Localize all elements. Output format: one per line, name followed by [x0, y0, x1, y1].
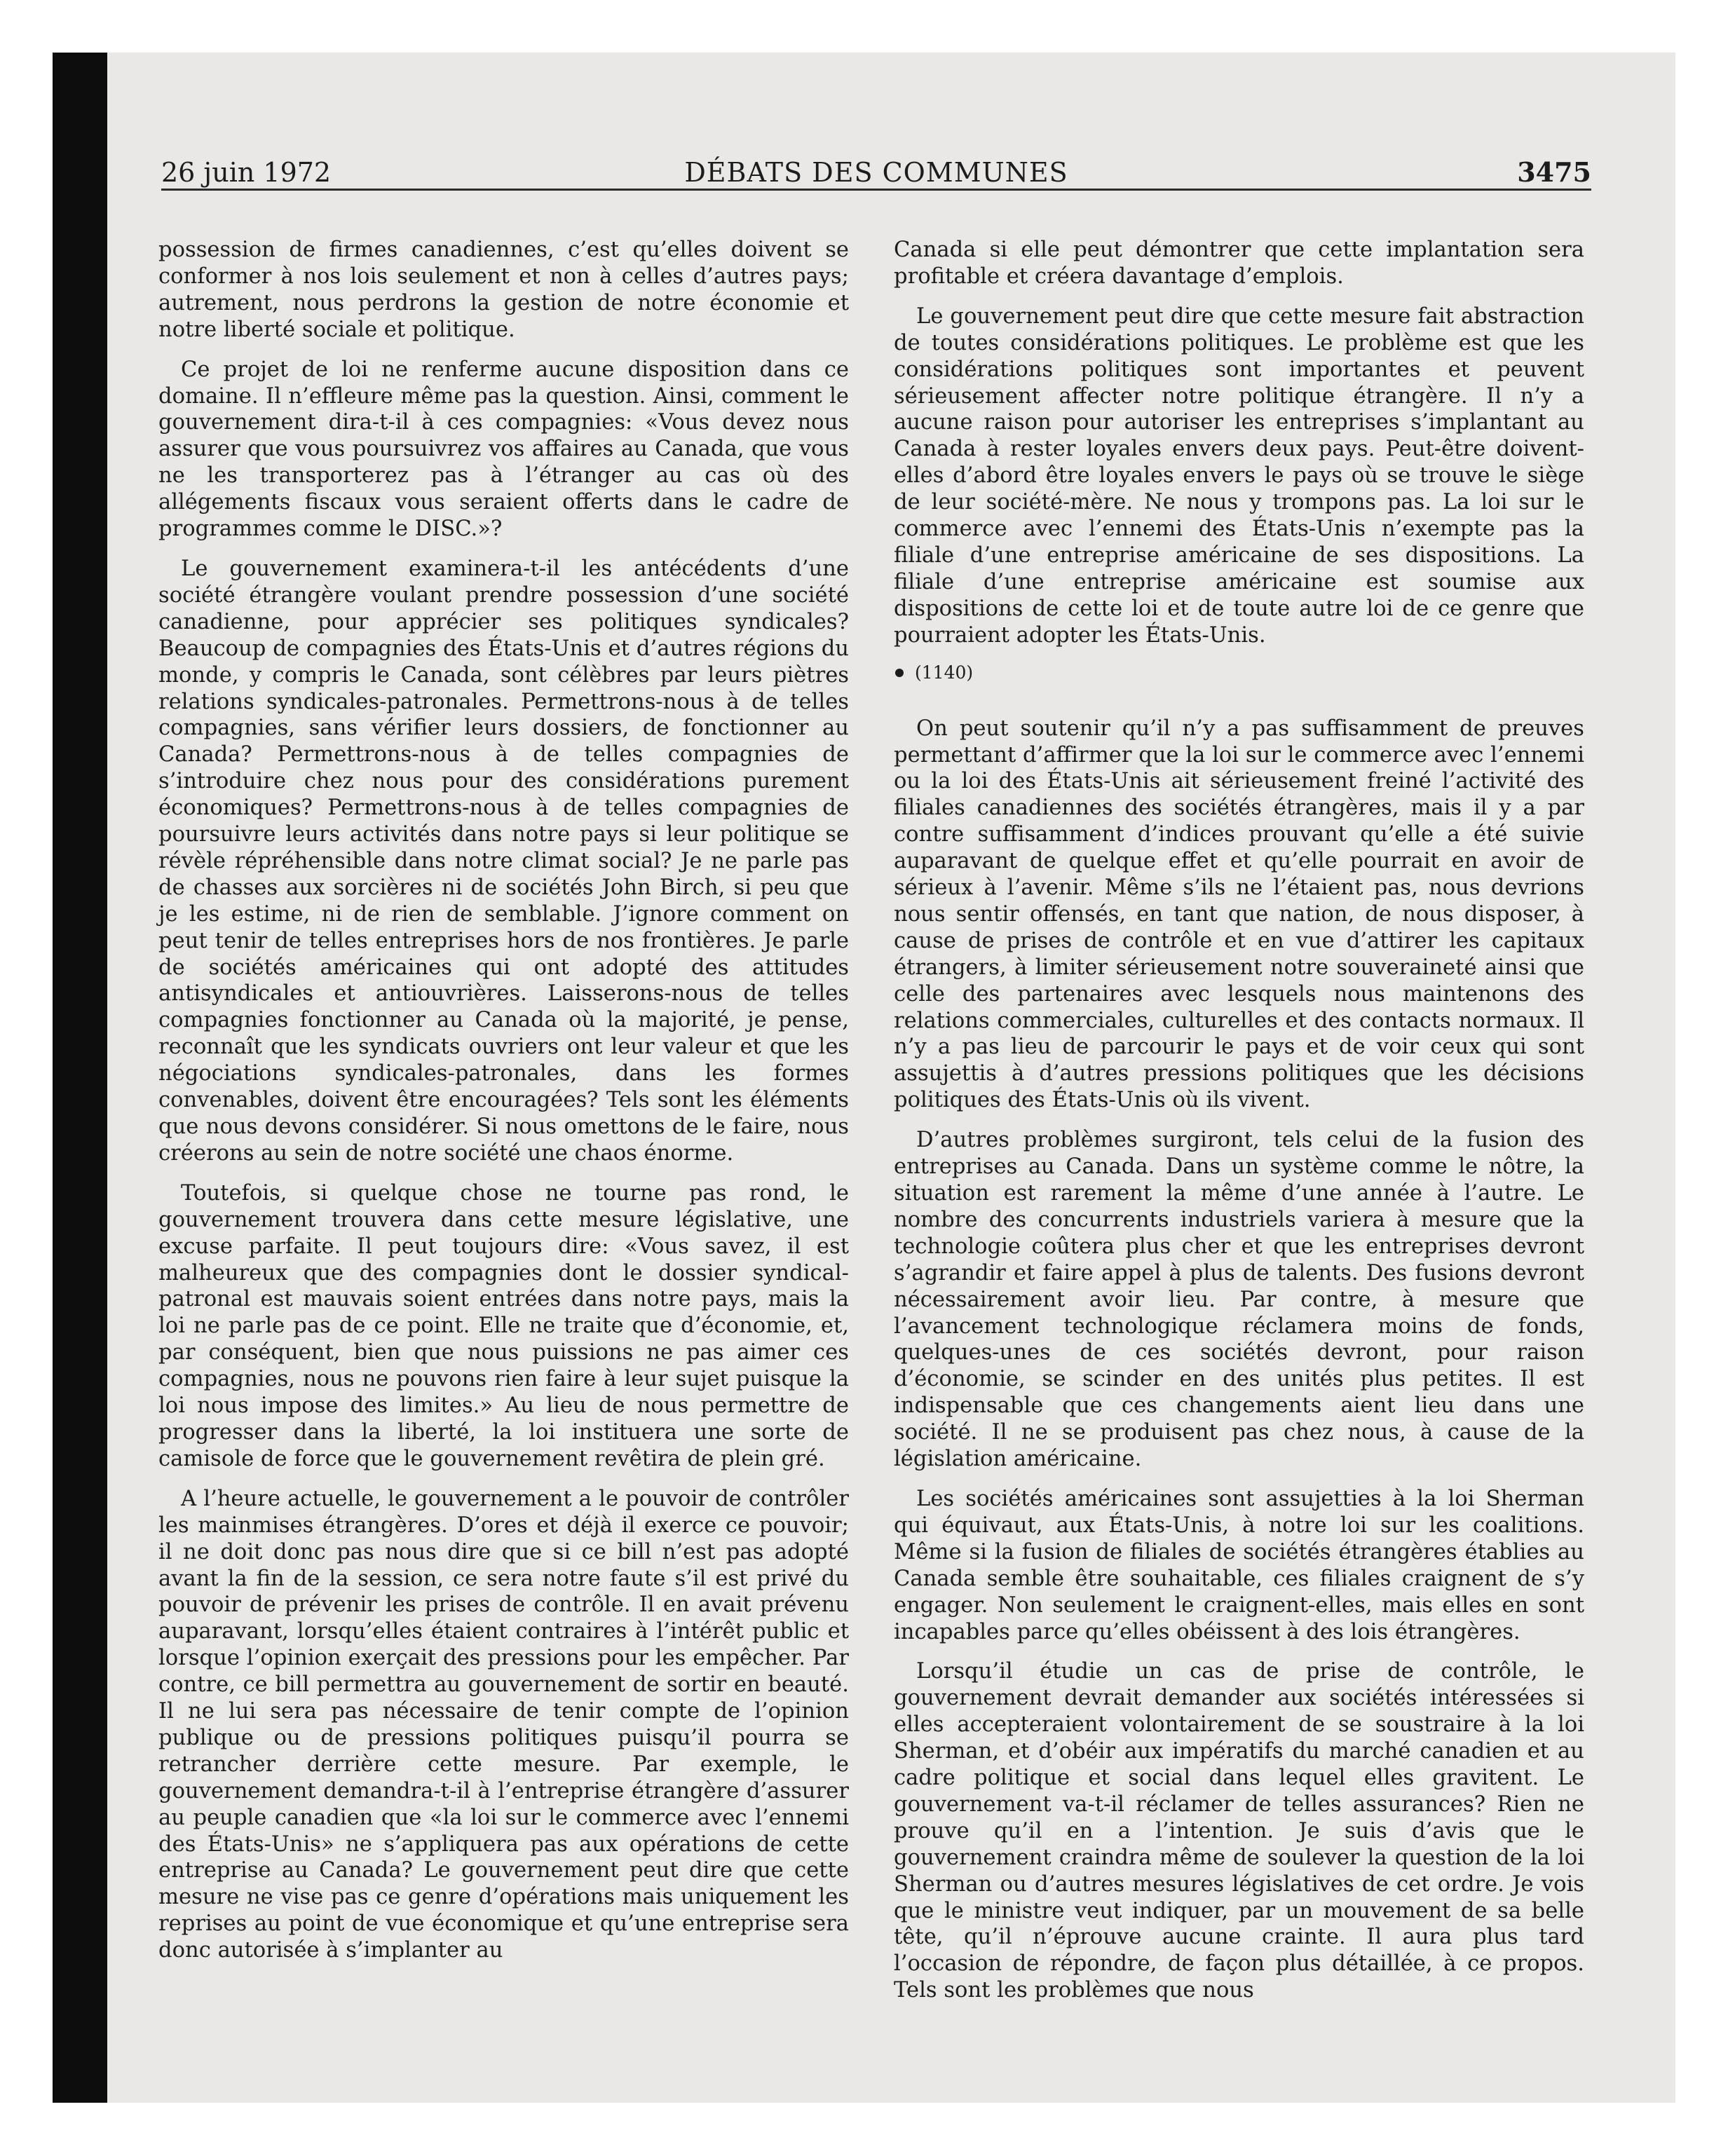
- paragraph: D’autres problèmes surgiront, tels celui de la fusion des entreprises au Canada. Dans un système comme le nôtre, la situation est rarement la même d’une année à l’autre. Le nombre des concurrents industriels variera à mesure que la technologie coûtera plus cher et que les entreprises devront s’agrandir et faire appel à plus de talents. Des fusions devront nécessairement avoir lieu. Par contre, à mesure que l’avancement technologique réclamera moins de fonds, quelques-unes de ces sociétés devront, pour raison d’économie, se scinder en des unités plus petites. Il est indispensable que ces changements aient lieu dans une société. Il ne se produisent pas chez nous, à cause de la législation américaine.: [894, 1128, 1584, 1472]
- paragraph: Le gouvernement examinera-t-il les antécédents d’une société étrangère voulant prendre possession d’une société canadienne, pour apprécier ses politiques syndicales? Beaucoup de compagnies des États-Unis et d’autres régions du monde, y compris le Canada, sont célèbres par leurs piètres relations syndicales-patronales. Permettrons-nous à de telles compagnies, sans vérifier leurs dossiers, de fonctionner au Canada? Permettrons-nous à de telles compagnies de s’introduire chez nous pour des considérations purement économiques? Permettrons-nous à de telles compagnies de poursuivre leurs activités dans notre pays si leur politique se révèle répréhensible dans notre climat social? Je ne parle pas de chasses aux sorcières ni de sociétés John Birch, si peu que je les estime, ni de rien de semblable. J’ignore comment on peut tenir de telles entreprises hors de nos frontières. Je parle de sociétés américaines qui ont adopté des attitudes antisyndicales et antiouvrières. Laisserons-nous de telles compagnies fonctionner au Canada où la majorité, je pense, reconnaît que les syndicats ouvriers ont leur valeur et que les négociations syndicales-patronales, dans les formes convenables, doivent être encouragées? Tels sont les éléments que nous devons considérer. Si nous omettons de le faire, nous créerons au sein de notre société une chaos énorme.: [158, 556, 849, 1166]
- binding-edge: [53, 53, 107, 2103]
- header-title: DÉBATS DES COMMUNES: [684, 157, 1068, 188]
- page-number: 3475: [1517, 156, 1591, 188]
- paragraph: On peut soutenir qu’il n’y a pas suffisamment de preuves permettant d’affirmer que la loi sur le commerce avec l’ennemi ou la loi des États-Unis ait sérieusement freiné l’activité des filiales canadiennes des sociétés étrangères, mais il y a par contre suffisamment d’indices prouvant qu’elle a été suivie auparavant de quelque effet et qu’elle pourrait en avoir de sérieux à l’avenir. Même s’ils ne l’étaient pas, nous devrions nous sentir offensés, en tant que nation, de nous disposer, à cause de prises de contrôle et en vue d’attirer les capitaux étrangers, à limiter sérieusement notre souveraineté ainsi que celle des partenaires avec lesquels nous maintenons des relations commerciales, culturelles et des contacts normaux. Il n’y a pas lieu de parcourir le pays et de voir ceux qui sont assujettis à d’autres pressions politiques que les décisions politiques des États-Unis où ils vivent.: [894, 716, 1584, 1113]
- right-column: [894, 237, 1584, 2017]
- left-column: [158, 237, 849, 1977]
- paragraph: Lorsqu’il étudie un cas de prise de contrôle, le gouvernement devrait demander aux sociétés intéressées si elles accepteraient volontairement de se soustraire à la loi Sherman, et d’obéir aux impératifs du marché canadien et au cadre politique et social dans lequel elles gravitent. Le gouvernement va-t-il réclamer de telles assurances? Rien ne prouve qu’il en a l’intention. Je suis d’avis que le gouvernement craindra même de soulever la question de la loi Sherman ou d’autres mesures législatives de cet ordre. Je vois que le ministre veut indiquer, par un mouvement de sa belle tête, qu’il n’éprouve aucune crainte. Il aura plus tard l’occasion de répondre, de façon plus détaillée, à ce propos. Tels sont les problèmes que nous: [894, 1659, 1584, 2003]
- paragraph: Canada si elle peut démontrer que cette implantation sera profitable et créera davantage d’emplois.: [894, 238, 1584, 289]
- timestamp: (1140): [915, 662, 974, 683]
- paragraph: Le gouvernement peut dire que cette mesure fait abstraction de toutes considérations politiques. Le problème est que les considérations politiques sont importantes et peuvent sérieusement affecter notre politique étrangère. Il n’y a aucune raison pour autoriser les entreprises s’implantant au Canada à rester loyales envers deux pays. Peut-être doivent-elles d’abord être loyales envers le pays où se trouve le siège de leur société-mère. Ne nous y trompons pas. La loi sur le commerce avec l’ennemi des États-Unis n’exempte pas la filiale d’une entreprise américaine de ses dispositions. La filiale d’une entreprise américaine est soumise aux dispositions de cette loi et de toute autre loi de ce genre que pourraient adopter les États-Unis.: [894, 303, 1584, 648]
- paragraph: Les sociétés américaines sont assujetties à la loi Sherman qui équivaut, aux États-Unis, à notre loi sur les coalitions. Même si la fusion de filiales de sociétés étrangères établies au Canada semble être souhaitable, ces filiales craignent de s’y engager. Non seulement le craignent-elles, mais elles en sont incapables parce qu’elles obéissent à des lois étrangères.: [894, 1486, 1584, 1644]
- timestamp-marker: [894, 662, 1584, 683]
- paragraph: Toutefois, si quelque chose ne tourne pas rond, le gouvernement trouvera dans cette mesure législative, une excuse parfaite. Il peut toujours dire: «Vous savez, il est malheureux que des compagnies dont le dossier syndical-patronal est mauvais soient entrées dans notre pays, mais la loi ne parle pas de ce point. Elle ne traite que d’économie, et, par conséquent, bien que nous puissions ne pas aimer ces compagnies, nous ne pouvons rien faire à leur sujet puisque la loi nous impose des limites.» Au lieu de nous permettre de progresser dans la liberté, la loi instituera une sorte de camisole de force que le gouvernement revêtira de plein gré.: [158, 1180, 849, 1471]
- page-header: [161, 149, 1591, 191]
- header-date: 26 juin 1972: [161, 157, 332, 188]
- bullet-icon: [895, 669, 904, 677]
- paragraph: Ce projet de loi ne renferme aucune disposition dans ce domaine. Il n’effleure même pas la question. Ainsi, comment le gouvernement dira-t-il à ces compagnies: «Vous devez nous assurer que vous poursuivrez vos affaires au Canada, que vous ne les transporterez pas à l’étranger au cas où des allégements fiscaux vous seraient offerts dans le cadre de programmes comme le DISC.»?: [158, 357, 849, 542]
- paragraph: A l’heure actuelle, le gouvernement a le pouvoir de contrôler les mainmises étrangères. D’ores et déjà il exerce ce pouvoir; il ne doit donc pas nous dire que si ce bill n’est pas adopté avant la fin de la session, ce sera notre faute s’il est privé du pouvoir de prévenir les prises de contrôle. Il en avait prévenu auparavant, lorsqu’elles étaient contraires à l’intérêt public et lorsque l’opinion exerçait des pressions pour les empêcher. Par contre, ce bill permettra au gouvernement de sortir en beauté. Il ne lui sera pas nécessaire de tenir compte de l’opinion publique ou de pressions politiques puisqu’il pourra se retrancher derrière cette mesure. Par exemple, le gouvernement demandra-t-il à l’entreprise étrangère d’assurer au peuple canadien que «la loi sur le commerce avec l’ennemi des États-Unis» ne s’appliquera pas aux opérations de cette entreprise au Canada? Le gouvernement peut dire que cette mesure ne vise pas ce genre d’opérations mais uniquement les reprises au point de vue économique et qu’une entreprise sera donc autorisée à s’implanter au: [158, 1486, 849, 1963]
- paragraph: possession de firmes canadiennes, c’est qu’elles doivent se conformer à nos lois seulement et non à celles d’autres pays; autrement, nous perdrons la gestion de notre économie et notre liberté sociale et politique.: [158, 238, 849, 342]
